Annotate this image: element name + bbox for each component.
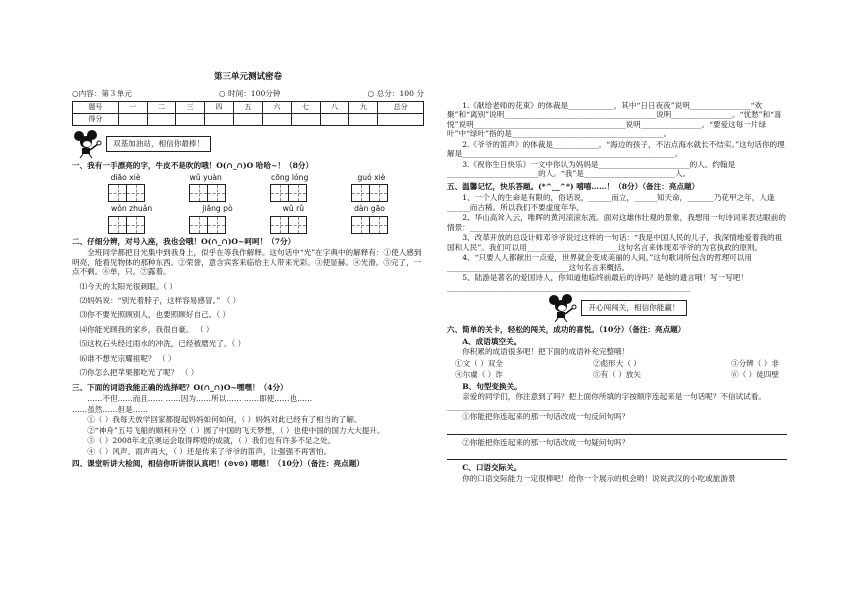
pinyin: wǒn zhuǎn bbox=[111, 204, 153, 214]
score-cell[interactable] bbox=[118, 114, 147, 126]
pinyin: wǔ yuàn bbox=[189, 172, 222, 182]
question-item: ④（ ）风声、雨声再大，（ ）还是传来了爷爷的笛声，让强强不再害怕。 bbox=[87, 446, 332, 456]
idiom-blank[interactable]: ⑤有（ ）放矢 bbox=[593, 370, 641, 380]
tian-grid[interactable] bbox=[351, 184, 388, 202]
pinyin: diāo xiè bbox=[110, 172, 141, 182]
subsection-a-title: A、成语填空关。 bbox=[462, 336, 522, 346]
pinyin: dàn gāo bbox=[354, 204, 385, 214]
tian-grid[interactable] bbox=[351, 216, 388, 234]
score-cell: 题号 bbox=[73, 102, 119, 114]
score-table bbox=[72, 101, 424, 126]
idiom-blank[interactable]: ①文（ ）双全 bbox=[455, 358, 503, 368]
pinyin: jiǎng pò bbox=[202, 204, 233, 214]
tian-grid[interactable] bbox=[189, 184, 226, 202]
exam-score: ○ 总分：100 分 bbox=[367, 88, 424, 98]
subsection-b-title: B、句型变换关。 bbox=[462, 381, 522, 391]
score-cell[interactable] bbox=[205, 114, 234, 126]
score-cell: 得分 bbox=[73, 114, 119, 126]
section-4-title: 四、课堂听讲大检阅，相信你听讲很认真吧！(⊙v⊙) 嗯嗯！（10分）（备注：亮点题） bbox=[72, 459, 364, 469]
pinyin-row-1 bbox=[72, 173, 424, 182]
section-5-title: 五、温馨记忆，快乐答题。(*^__^*) 嘻嘻……！（8分）（备注：亮点题） bbox=[447, 181, 700, 191]
tian-grid[interactable] bbox=[270, 216, 307, 234]
section-3-title: 三、下面的词语我能正确的选择吧？O(∩_∩)O~嘿嘿！（4分） bbox=[72, 382, 288, 392]
score-table-header-row bbox=[73, 102, 424, 114]
score-cell[interactable] bbox=[320, 114, 349, 126]
page-title: 第三单元测试密卷 bbox=[213, 72, 282, 82]
section-1-title: 一、我有一手漂亮的字，牛皮不是吹的哦！O(∩_∩)O 哈哈~！（8分） bbox=[72, 161, 314, 171]
exam-meta bbox=[72, 89, 424, 98]
question-item: ⑹谁不想光宗耀祖呢？ （ ） bbox=[79, 353, 176, 363]
question-item: 2、华山高耸入云，唯晖的黄河滚滚东流。面对这雄伟壮观的景象，我想用一句诗词来表达眼前的情景：________________________________________________ bbox=[447, 213, 786, 232]
question-item: 4、“只要人人都献出一点爱，世界就会变成美丽的人间。”这句歌词所包含的哲理可以用________________________________这句名言来概括。 bbox=[447, 253, 752, 272]
subsection-b-intro: 亲爱的同学们，你注意到了吗？把上面你所填的字按顺序连起来是一句话呢？不信试试看。_______________________________ bbox=[447, 392, 766, 411]
score-table-score-row bbox=[73, 114, 424, 126]
mouse-mascot-icon bbox=[72, 130, 102, 158]
left-column bbox=[72, 72, 424, 471]
writing-grid-row-1 bbox=[72, 184, 424, 202]
section-2-title: 二、仔细分辨，对号入座，我也会哦！O(∩_∩)O~呵呵！（7分） bbox=[72, 236, 296, 246]
question-item: ⑴今天的太阳光很刺眼。（ ） bbox=[79, 281, 177, 291]
pinyin-row-2 bbox=[72, 204, 424, 213]
word-options: ……虽然……但是…… bbox=[72, 404, 148, 414]
score-cell[interactable] bbox=[234, 114, 263, 126]
word-options: ……不但……而且…… ……因为……所以…… ……即使……也…… bbox=[87, 394, 313, 404]
subsection-c-intro: 你的口语交际能力一定很棒吧！给你一个展示的机会哟！说说武汉的小吃或旅游景 bbox=[462, 473, 736, 483]
section-6-title: 六、简单的关卡，轻松的闯关，成功的喜悦。（10分）（备注：亮点题） bbox=[447, 325, 686, 335]
question-item: ⑵妈妈说：“别光着脖子，这样容易感冒。” （ ） bbox=[79, 295, 241, 305]
idiom-blank[interactable]: ③分辨（ ）非 bbox=[731, 358, 779, 368]
exam-content: ○内容：第３单元 bbox=[72, 88, 132, 98]
tian-grid[interactable] bbox=[270, 184, 307, 202]
answer-line[interactable] bbox=[447, 425, 787, 435]
right-column bbox=[447, 100, 787, 484]
score-cell: 一 bbox=[118, 102, 147, 114]
score-cell[interactable] bbox=[262, 114, 291, 126]
mascot-banner bbox=[72, 130, 424, 158]
score-cell: 九 bbox=[349, 102, 378, 114]
question-item: 3、改革开放的总设计师邓爷爷说过这样的一句话：“我是中国人民的儿子，我深情地爱着我的祖国和人民”。我们可以用________________________这句名言来体现邓爷爷的为官执政的原则。 bbox=[447, 233, 783, 252]
question-item: 1、一个人的生命是有限的，俗话说，______而立，______知天命，_______乃花甲之年，人逢______而古稀。所以我们不要虚度年华。 bbox=[447, 193, 775, 212]
question-item: ⑸这枚石头经过雨水的冲洗，已经被磨光了。（ ） bbox=[79, 339, 246, 349]
score-cell: 总分 bbox=[378, 102, 424, 114]
idiom-blank[interactable]: ⑥（ ）徒四壁 bbox=[731, 370, 779, 380]
score-cell: 三 bbox=[176, 102, 205, 114]
pinyin: cōng lóng bbox=[271, 172, 309, 182]
tian-grid[interactable] bbox=[189, 216, 226, 234]
score-cell: 六 bbox=[262, 102, 291, 114]
score-cell: 八 bbox=[320, 102, 349, 114]
writing-grid-row-2 bbox=[72, 216, 424, 234]
score-cell: 五 bbox=[234, 102, 263, 114]
question-item: 1.《献给老师的花束》的体裁是____________，其中“日日夜夜”说明________________“欢聚”和“离别”说明________________________________________说明________________。“忧愁”和“喜悦”说明________________________________________说明________________。“要爱这每一片绿叶”中“绿叶”指的是________________________________________。 bbox=[447, 101, 782, 139]
speech-bubble: 双基加油站，相信你最棒！ bbox=[106, 136, 211, 151]
idiom-row-1 bbox=[447, 359, 787, 368]
subsection-a-intro: 你积累的成语很多吧！把下面的成语补充完整哦！ bbox=[462, 347, 630, 357]
score-cell: 七 bbox=[291, 102, 320, 114]
score-cell[interactable] bbox=[176, 114, 205, 126]
question-item: 2.《爷爷的笛声》的体裁是____________。“海边的孩子，不沾点海水就长不结实。”这句话你的理解是________________________________________________________。 bbox=[447, 139, 785, 159]
pinyin: wǔ rǔ bbox=[282, 204, 305, 214]
question-item: 3.《祝你生日快乐》一文中你认为妈妈是________________________的人。约翰是________________________的人。“我”是________________________人。 bbox=[447, 159, 736, 179]
mascot-banner-2 bbox=[447, 294, 787, 322]
question-item: ③（ ）2008年北京奥运会取得辉煌的成就，（ ）我们也有许多不足之处。 bbox=[87, 436, 336, 446]
question-item: ①（ ）我每天放学回家都提起妈妈如何如何，（ ）妈妈对此已经有了相当的了解。 bbox=[87, 415, 362, 425]
question-item: ①你能把你连起来的那一句话改成一句反问句吗？ bbox=[462, 412, 630, 422]
mouse-mascot-icon bbox=[547, 294, 577, 322]
speech-bubble: 开心闯闯关，相信你能赢！ bbox=[581, 300, 686, 315]
answer-line[interactable] bbox=[447, 450, 787, 460]
score-cell[interactable] bbox=[378, 114, 424, 126]
score-cell[interactable] bbox=[291, 114, 320, 126]
question-item: 5、陆游是著名的爱国诗人，你知道他临终前最后的诗吗？是他的遗言哦！写一写吧！________________________________________________________________ bbox=[447, 273, 748, 292]
idiom-row-2 bbox=[447, 370, 787, 379]
question-item: ②你能把你连起来的那一句话改成一句疑问句吗？ bbox=[462, 437, 630, 447]
score-cell[interactable] bbox=[147, 114, 176, 126]
subsection-c-title: C、口语交际关。 bbox=[462, 463, 522, 473]
question-item: ②“神舟”五号飞船的顺利升空（ ）圆了中国的飞天梦想，（ ）也使中国的国力大大提升。 bbox=[87, 425, 385, 435]
section-2-intro: 全班同学都把目光集中到我身上，似乎在等我作解释。这句话中“光”在字典中的解释有：①使人感到明亮，能看见物体的那种东西。②荣誉，意含宾客来临给主人带来光彩。③使显赫。④光滑。⑤完了，一点不剩。⑥单，只。⑦露着。 bbox=[72, 248, 422, 277]
exam-time: ○ 时间：100分钟 bbox=[218, 88, 281, 98]
question-item: ⑶你不要光照顾别人，也要照顾好自己。（ ） bbox=[79, 310, 231, 320]
score-cell: 二 bbox=[147, 102, 176, 114]
score-cell[interactable] bbox=[349, 114, 378, 126]
tian-grid[interactable] bbox=[108, 216, 145, 234]
idiom-blank[interactable]: ②彪形大（ ） bbox=[593, 358, 641, 368]
question-item: ⑷你能光顾我的家乡，我很自豪。 （ ） bbox=[79, 324, 214, 334]
question-item: ⑺你怎么把苹果都吃光了呢？ （ ） bbox=[79, 368, 199, 378]
idiom-blank[interactable]: ④尔虞（ ）诈 bbox=[455, 370, 503, 380]
pinyin: guó xiè bbox=[357, 172, 386, 182]
score-cell: 四 bbox=[205, 102, 234, 114]
tian-grid[interactable] bbox=[108, 184, 145, 202]
